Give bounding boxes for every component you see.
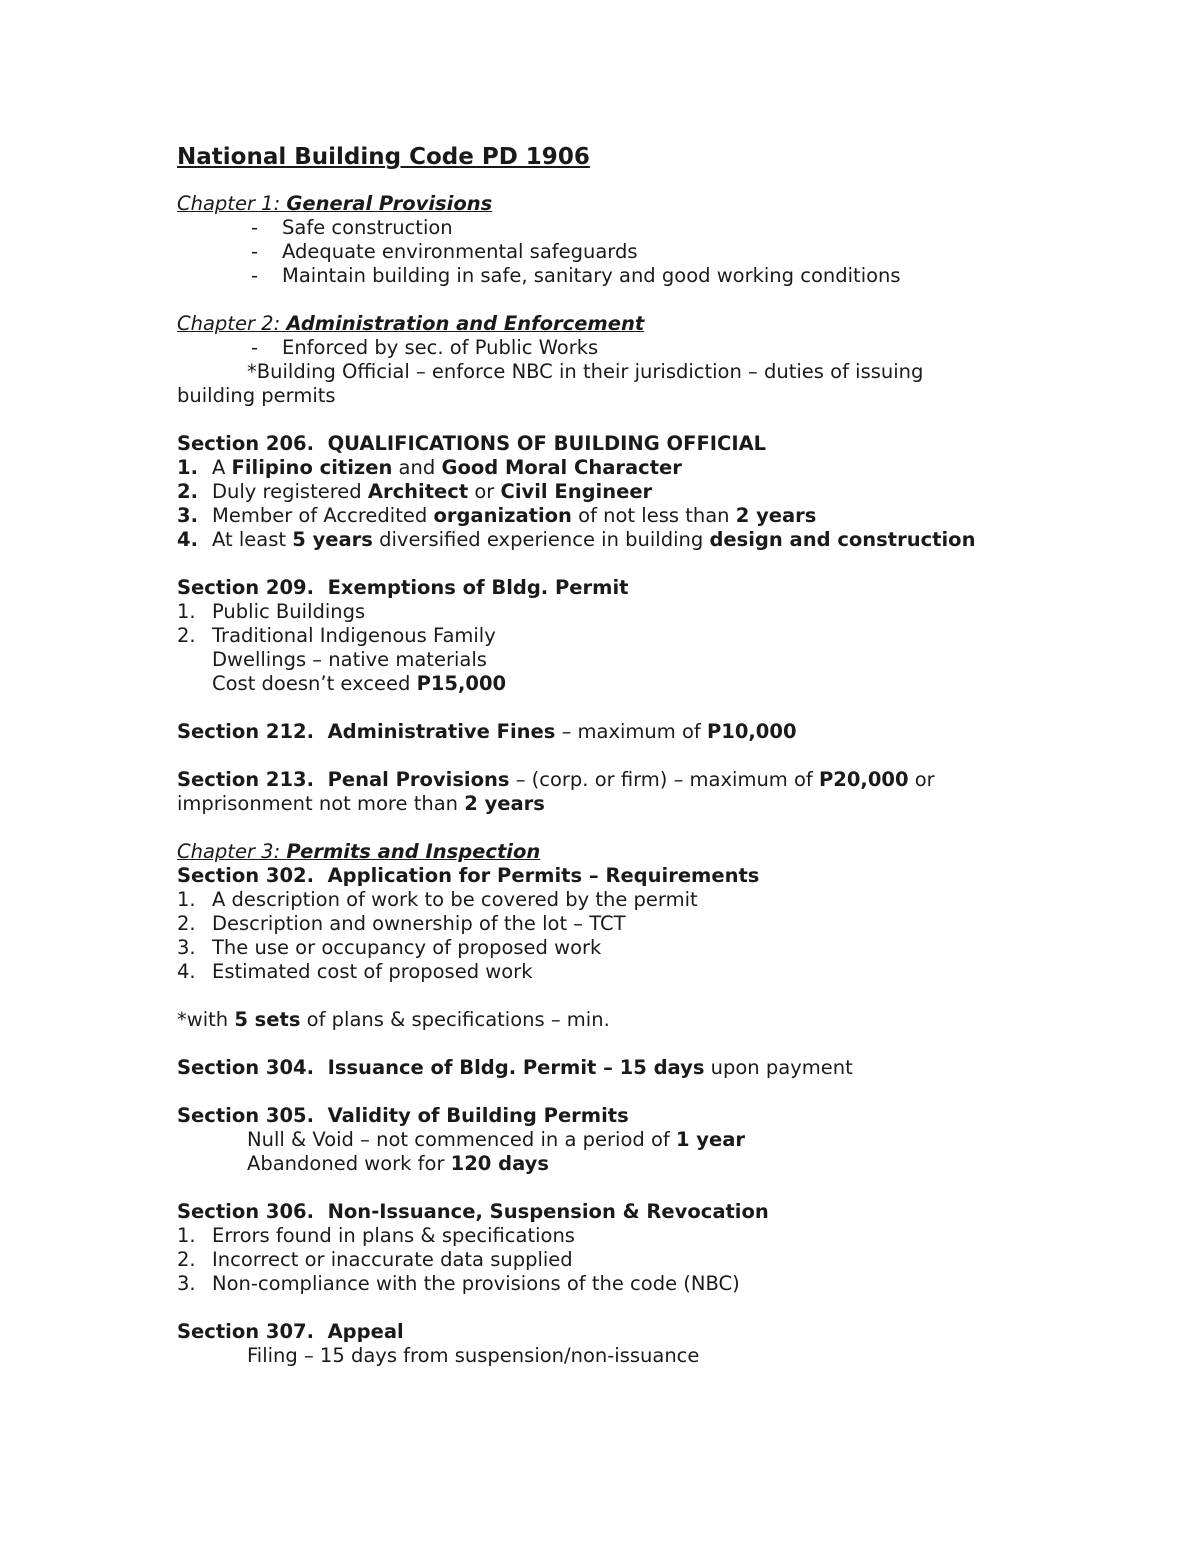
section-305-line: Null & Void – not commenced in a period of 1 year xyxy=(247,1128,746,1151)
section-206-heading: Section 206. QUALIFICATIONS OF BUILDING OFFICIAL xyxy=(177,432,767,455)
section-212: Section 212. Administrative Fines – maximum of P10,000 xyxy=(177,720,797,743)
list-item-continuation: Cost doesn’t exceed P15,000 xyxy=(212,672,507,695)
section-305-line: Abandoned work for 120 days xyxy=(247,1152,550,1175)
building-official-note: *Building Official – enforce NBC in their jurisdiction – duties of issuing xyxy=(247,360,924,383)
document-title: National Building Code PD 1906 xyxy=(177,144,590,170)
chapter-2-heading: Chapter 2: Administration and Enforcement xyxy=(177,312,645,335)
section-304: Section 304. Issuance of Bldg. Permit – 15 days upon payment xyxy=(177,1056,853,1079)
list-item: 1. A description of work to be covered by the permit xyxy=(177,888,698,911)
section-302-heading: Section 302. Application for Permits – Requirements xyxy=(177,864,760,887)
section-307-line: Filing – 15 days from suspension/non-issuance xyxy=(247,1344,700,1367)
list-item-continuation: Dwellings – native materials xyxy=(212,648,487,671)
list-item: 4. Estimated cost of proposed work xyxy=(177,960,533,983)
list-item: 2. Traditional Indigenous Family xyxy=(177,624,496,647)
list-item: 3. The use or occupancy of proposed work xyxy=(177,936,602,959)
list-item: 1. A Filipino citizen and Good Moral Character xyxy=(177,456,682,479)
list-item: 2. Incorrect or inaccurate data supplied xyxy=(177,1248,573,1271)
list-item: 3. Non-compliance with the provisions of the code (NBC) xyxy=(177,1272,740,1295)
section-306-heading: Section 306. Non-Issuance, Suspension & Revocation xyxy=(177,1200,769,1223)
section-213-cont: imprisonment not more than 2 years xyxy=(177,792,545,815)
document-page xyxy=(177,141,1157,1368)
list-item: 1. Public Buildings xyxy=(177,600,366,623)
chapter-3-heading: Chapter 3: Permits and Inspection xyxy=(177,840,541,863)
list-item: 2. Duly registered Architect or Civil Engineer xyxy=(177,480,653,503)
section-307-heading: Section 307. Appeal xyxy=(177,1320,404,1343)
section-305-heading: Section 305. Validity of Building Permits xyxy=(177,1104,629,1127)
list-item: - Enforced by sec. of Public Works xyxy=(251,336,599,359)
list-item: - Adequate environmental safeguards xyxy=(251,240,638,263)
list-item: - Maintain building in safe, sanitary and good working conditions xyxy=(251,264,901,287)
list-item: 4. At least 5 years diversified experience in building design and construction xyxy=(177,528,976,551)
section-209-heading: Section 209. Exemptions of Bldg. Permit xyxy=(177,576,629,599)
building-official-note-cont: building permits xyxy=(177,384,336,407)
chapter-1-heading: Chapter 1: General Provisions xyxy=(177,192,493,215)
list-item: 1. Errors found in plans & specifications xyxy=(177,1224,575,1247)
section-213: Section 213. Penal Provisions – (corp. or firm) – maximum of P20,000 or xyxy=(177,768,935,791)
list-item: - Safe construction xyxy=(251,216,453,239)
list-item: 3. Member of Accredited organization of not less than 2 years xyxy=(177,504,817,527)
plans-note: *with 5 sets of plans & specifications – min. xyxy=(177,1008,610,1031)
list-item: 2. Description and ownership of the lot – TCT xyxy=(177,912,626,935)
